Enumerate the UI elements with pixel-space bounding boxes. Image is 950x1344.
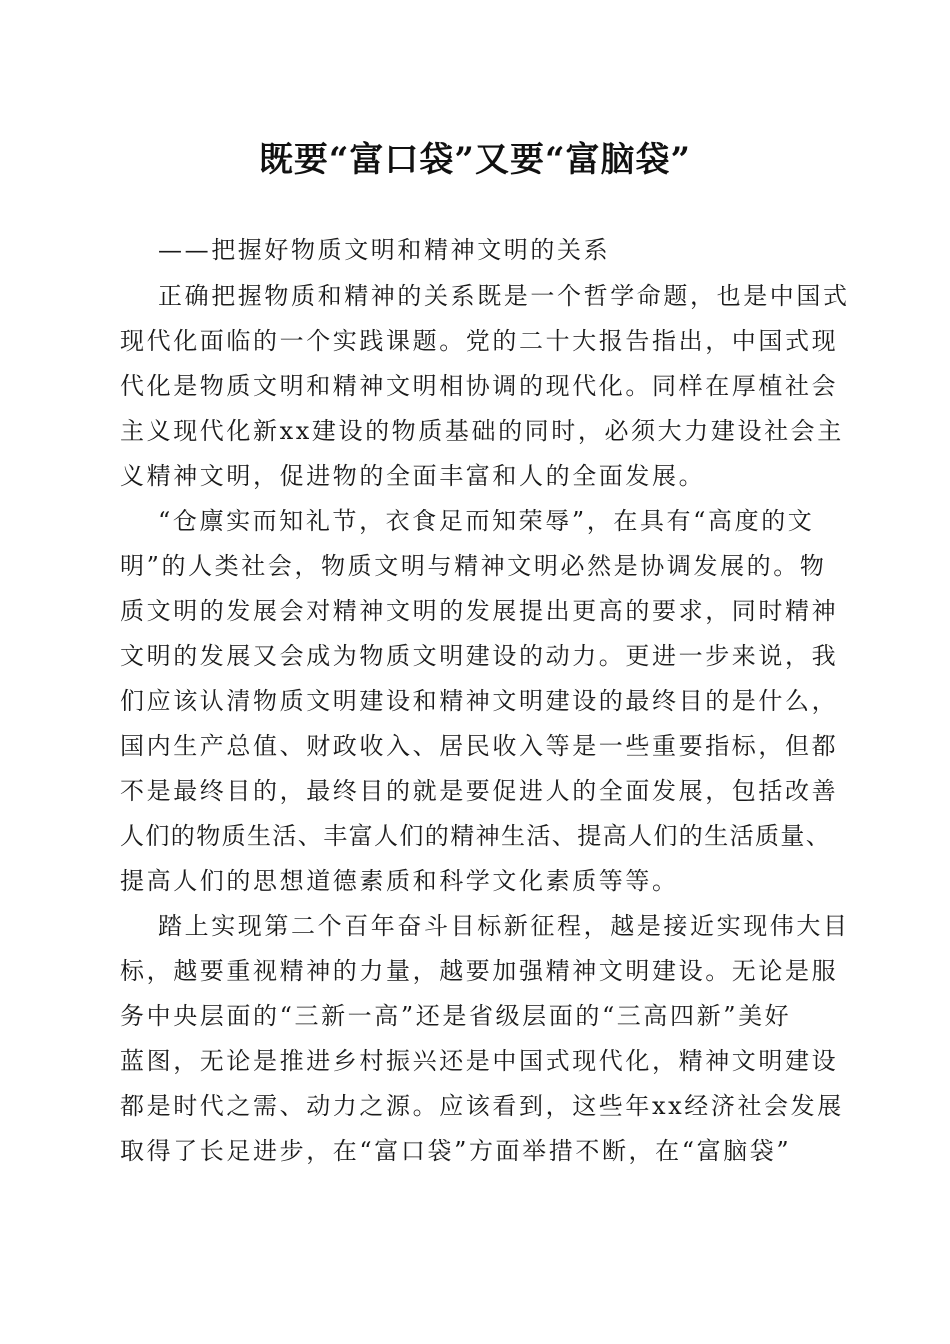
paragraph-line: 国内生产总值、财政收入、居民收入等是一些重要指标，但都: [120, 732, 839, 760]
paragraph-line: 蓝图，无论是推进乡村振兴还是中国式现代化，精神文明建设: [120, 1047, 839, 1075]
paragraph-line: 踏上实现第二个百年奋斗目标新征程，越是接近实现伟大目: [158, 912, 850, 940]
paragraph-line: 主义现代化新xx建设的物质基础的同时，必须大力建设社会主: [120, 417, 844, 445]
paragraph-line: 义精神文明，促进物的全面丰富和人的全面发展。: [120, 462, 706, 490]
paragraph-line: 质文明的发展会对精神文明的发展提出更高的要求，同时精神: [120, 597, 839, 625]
paragraph-line: 代化是物质文明和精神文明相协调的现代化。同样在厚植社会: [120, 372, 839, 400]
paragraph-line: 正确把握物质和精神的关系既是一个哲学命题，也是中国式: [158, 282, 850, 310]
paragraph-line: 现代化面临的一个实践课题。党的二十大报告指出，中国式现: [120, 327, 839, 355]
paragraph-line: 人们的物质生活、丰富人们的精神生活、提高人们的生活质量、: [120, 822, 832, 850]
paragraph-line: 们应该认清物质文明建设和精神文明建设的最终目的是什么，: [120, 687, 839, 715]
subtitle-line: ——把握好物质文明和精神文明的关系: [158, 236, 611, 264]
paragraph-line: 明”的人类社会，物质文明与精神文明必然是协调发展的。物: [120, 552, 827, 580]
paragraph-line: “仓廪实而知礼节，衣食足而知荣辱”，在具有“高度的文: [158, 507, 815, 535]
paragraph-line: 提高人们的思想道德素质和科学文化素质等等。: [120, 867, 679, 895]
paragraph-line: 文明的发展又会成为物质文明建设的动力。更进一步来说，我: [120, 642, 839, 670]
document-title: 既要“富口袋”又要“富脑袋”: [258, 140, 692, 180]
paragraph-line: 都是时代之需、动力之源。应该看到，这些年xx经济社会发展: [120, 1092, 844, 1120]
paragraph-line: 不是最终目的，最终目的就是要促进人的全面发展，包括改善: [120, 777, 839, 805]
paragraph-line: 务中央层面的“三新一高”还是省级层面的“三高四新”美好: [120, 1002, 792, 1030]
paragraph-line: 取得了长足进步，在“富口袋”方面举措不断，在“富脑袋”: [120, 1137, 792, 1165]
paragraph-line: 标，越要重视精神的力量，越要加强精神文明建设。无论是服: [120, 957, 839, 985]
